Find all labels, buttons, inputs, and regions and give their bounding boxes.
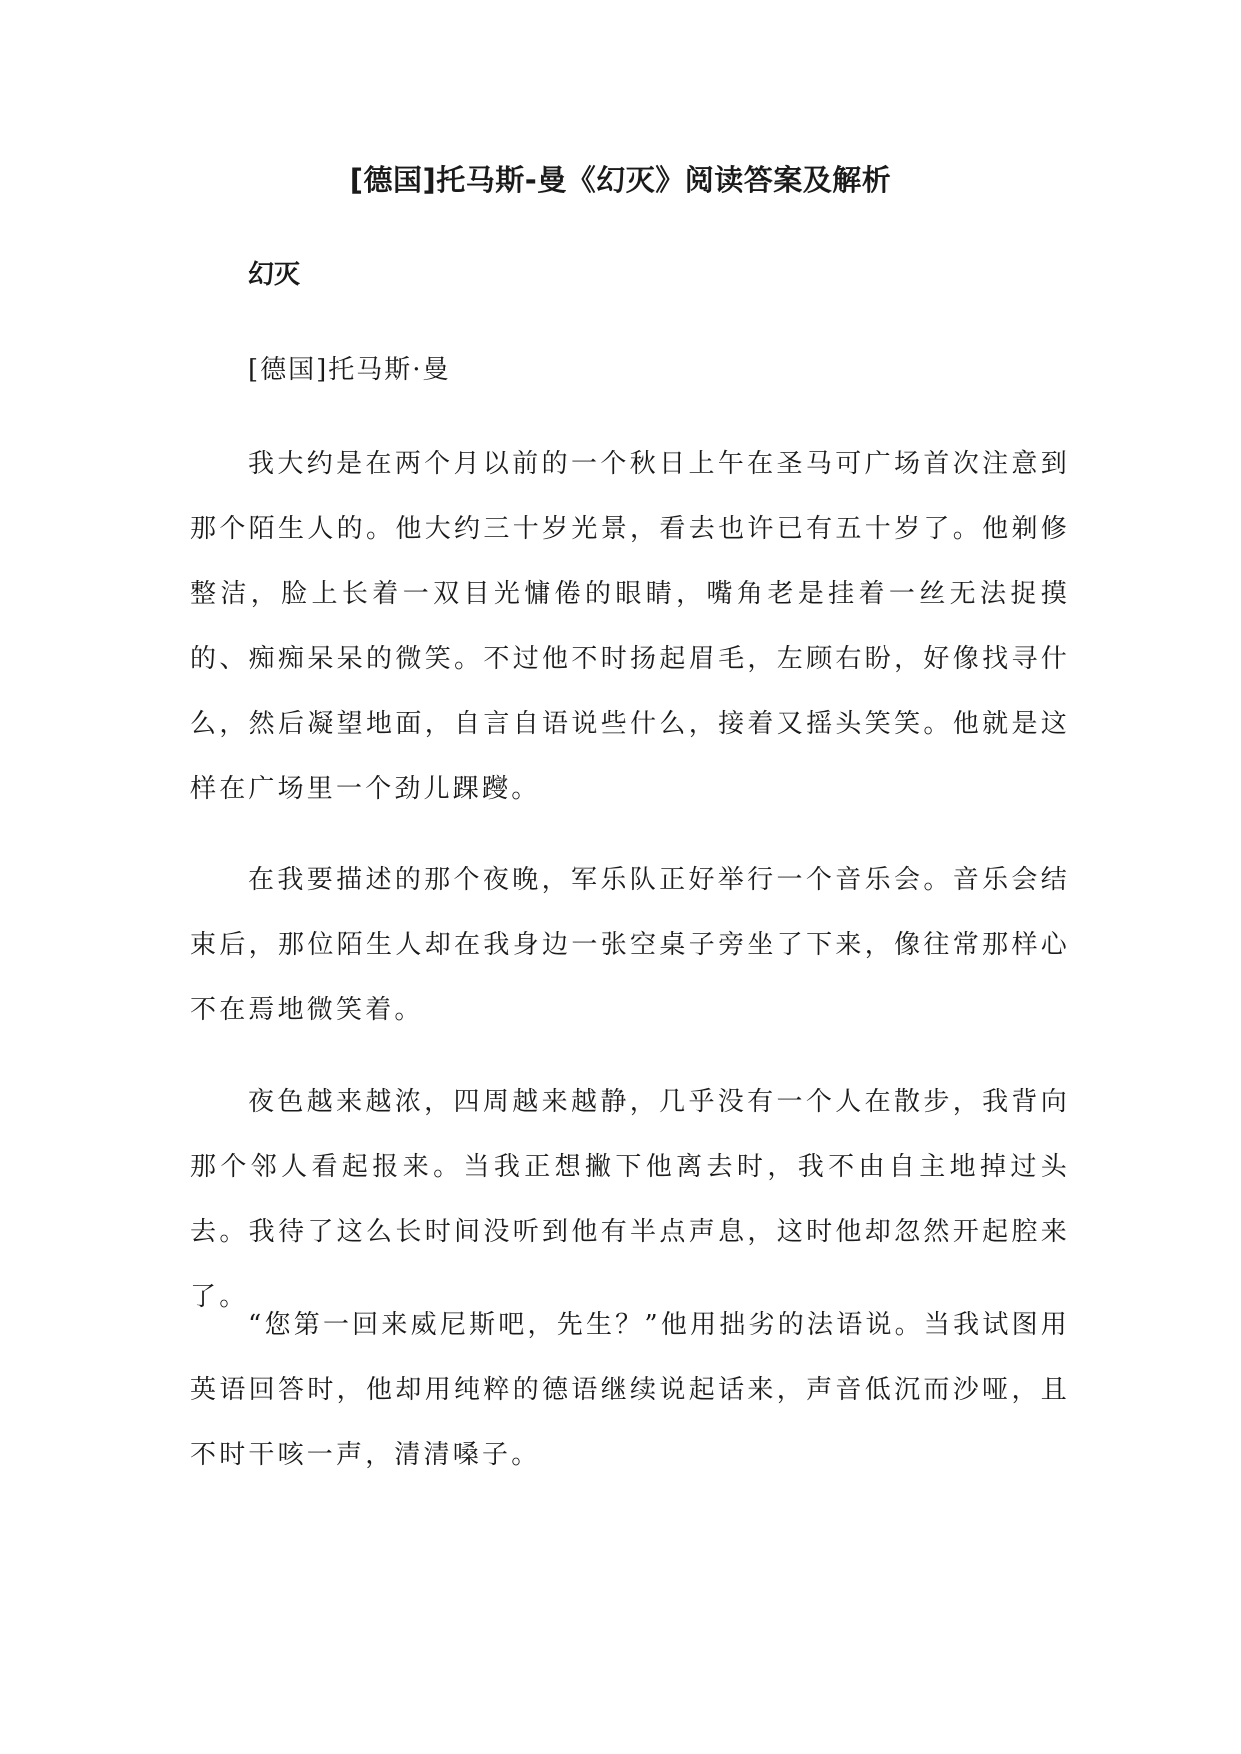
paragraph-2: 在我要描述的那个夜晚，军乐队正好举行一个音乐会。音乐会结束后，那位陌生人却在我身边一张空桌子旁坐了下来，像往常那样心不在焉地微笑着。 (190, 865, 1070, 1025)
story-title: 幻灭 (248, 260, 301, 290)
paragraph-4: “您第一回来威尼斯吧，先生？”他用拙劣的法语说。当我试图用英语回答时，他却用纯粹的德语继续说起话来，声音低沉而沙哑，且不时干咳一声，清清嗓子。 (190, 1310, 1070, 1470)
document-title: [德国]托马斯-曼《幻灭》阅读答案及解析 (349, 163, 892, 197)
paragraph-3: 夜色越来越浓，四周越来越静，几乎没有一个人在散步，我背向那个邻人看起报来。当我正想撇下他离去时，我不由自主地掉过头去。我待了这么长时间没听到他有半点声息，这时他却忽然开起腔来了。 (190, 1087, 1070, 1312)
paragraph-1: 我大约是在两个月以前的一个秋日上午在圣马可广场首次注意到那个陌生人的。他大约三十岁光景，看去也许已有五十岁了。他剃修整洁，脸上长着一双目光慵倦的眼睛，嘴角老是挂着一丝无法捉摸的、痴痴呆呆的微笑。不过他不时扬起眉毛，左顾右盼，好像找寻什么，然后凝望地面，自言自语说些什么，接着又摇头笑笑。他就是这样在广场里一个劲儿踝躞。 (190, 449, 1070, 804)
author-line: [德国]托马斯·曼 (248, 355, 451, 385)
